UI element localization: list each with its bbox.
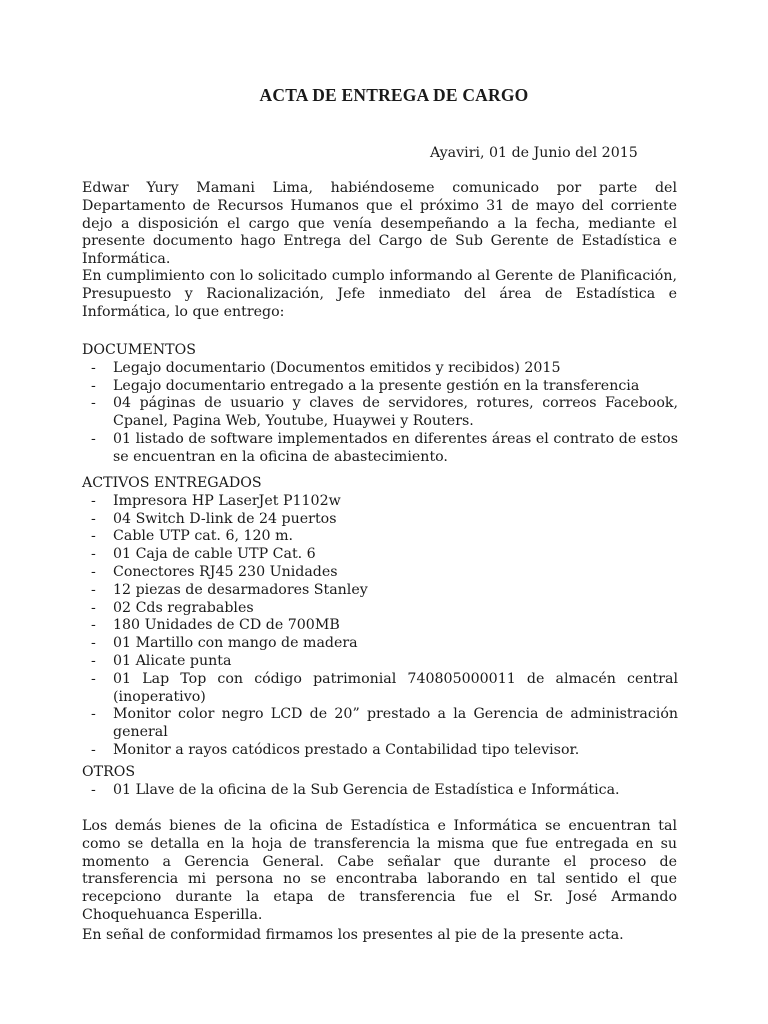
bullet-dash: - [91, 528, 96, 545]
activos-list [82, 493, 678, 760]
list-item-text: 01 listado de software implementados en diferentes áreas el contrato de estos se encuentran en la oficina de abastecimiento. [113, 430, 678, 465]
bullet-dash: - [91, 670, 96, 687]
section-heading: ACTIVOS ENTREGADOS [82, 475, 262, 491]
list-item-text: Monitor color negro LCD de 20” prestado a la Gerencia de administración general [113, 706, 678, 741]
documentos-section [82, 342, 678, 467]
list-item [82, 378, 678, 396]
list-item [82, 511, 678, 529]
list-item [82, 564, 678, 582]
list-item-text: 01 Martillo con mango de madera [113, 635, 358, 652]
list-item [82, 528, 678, 546]
list-item-text: Conectores RJ45 230 Unidades [113, 563, 338, 580]
intro-paragraph: Edwar Yury Mamani Lima, habiéndoseme comunicado por parte del Departamento de Recursos Humanos que el próximo 31 de mayo del corriente dejo a disposición el cargo que venía desempeñando a la fecha, mediante el presente documento hago Entrega del Cargo de Sub Gerente de Estadística e Informática. [82, 180, 677, 268]
list-item-text: 04 Switch D-link de 24 puertos [113, 510, 337, 527]
list-item [82, 431, 678, 467]
activos-section [82, 475, 678, 760]
bullet-dash: - [91, 652, 96, 669]
list-item-text: Cable UTP cat. 6, 120 m. [113, 528, 294, 545]
list-item [82, 582, 678, 600]
bullet-dash: - [91, 377, 96, 394]
list-item-text: Legajo documentario (Documentos emitidos y recibidos) 2015 [113, 359, 561, 376]
list-item-text: Impresora HP LaserJet P1102w [113, 492, 341, 509]
compliance-paragraph: En cumplimiento con lo solicitado cumplo informando al Gerente de Planificación, Presupuesto y Racionalización, Jefe inmediato del área de Estadística e Informática, lo que entrego: [82, 268, 677, 320]
bullet-dash: - [91, 563, 96, 580]
document-title: ACTA DE ENTREGA DE CARGO [259, 85, 529, 105]
list-item-text: 01 Caja de cable UTP Cat. 6 [113, 546, 316, 563]
bullet-dash: - [91, 635, 96, 652]
list-item-text: 04 páginas de usuario y claves de servidores, rotures, correos Facebook, Cpanel, Pagina Web, Youtube, Huaywei y Routers. [113, 395, 678, 430]
list-item [82, 493, 678, 511]
bullet-dash: - [91, 359, 96, 376]
bullet-dash: - [91, 581, 96, 598]
list-item [82, 600, 678, 618]
bullet-dash: - [91, 510, 96, 527]
bullet-dash: - [91, 617, 96, 634]
list-item [82, 671, 678, 707]
list-item [82, 635, 678, 653]
list-item-text: 01 Alicate punta [113, 652, 232, 669]
bullet-dash: - [91, 599, 96, 616]
place-date: Ayaviri, 01 de Junio del 2015 [430, 145, 638, 161]
list-item-text: 02 Cds regrabables [113, 599, 254, 616]
list-item [82, 653, 678, 671]
documentos-list [82, 360, 678, 467]
list-item-text: 01 Llave de la oficina de la Sub Gerencia de Estadística e Informática. [113, 781, 620, 798]
bullet-dash: - [91, 706, 96, 723]
signature-paragraph: En señal de conformidad firmamos los presentes al pie de la presente acta. [82, 927, 624, 943]
list-item [82, 395, 678, 431]
section-heading: OTROS [82, 764, 136, 780]
list-item-text: Legajo documentario entregado a la presente gestión en la transferencia [113, 377, 640, 394]
bullet-dash: - [91, 395, 96, 412]
list-item [82, 360, 678, 378]
bullet-dash: - [91, 546, 96, 563]
list-item-text: 180 Unidades de CD de 700MB [113, 617, 340, 634]
list-item-text: Monitor a rayos catódicos prestado a Contabilidad tipo televisor. [113, 741, 580, 758]
bullet-dash: - [91, 741, 96, 758]
list-item [82, 782, 678, 800]
closing-paragraph: Los demás bienes de la oficina de Estadística e Informática se encuentran tal como se detalla en la hoja de transferencia la misma que fue entregada en su momento a Gerencia General. Cabe señalar que durante el proceso de transferencia mi persona no se encontraba laborando en tal sentido el que recepciono durante la etapa de transferencia fue el Sr. José Armando Choquehuanca Esperilla. [82, 818, 677, 923]
bullet-dash: - [91, 781, 96, 798]
bullet-dash: - [91, 492, 96, 509]
list-item-text: 01 Lap Top con código patrimonial 740805000011 de almacén central (inoperativo) [113, 670, 678, 705]
list-item [82, 617, 678, 635]
otros-section [82, 764, 678, 800]
list-item-text: 12 piezas de desarmadores Stanley [113, 581, 368, 598]
section-heading: DOCUMENTOS [82, 342, 196, 358]
list-item [82, 546, 678, 564]
list-item [82, 706, 678, 742]
otros-list [82, 782, 678, 800]
list-item [82, 742, 678, 760]
bullet-dash: - [91, 430, 96, 447]
